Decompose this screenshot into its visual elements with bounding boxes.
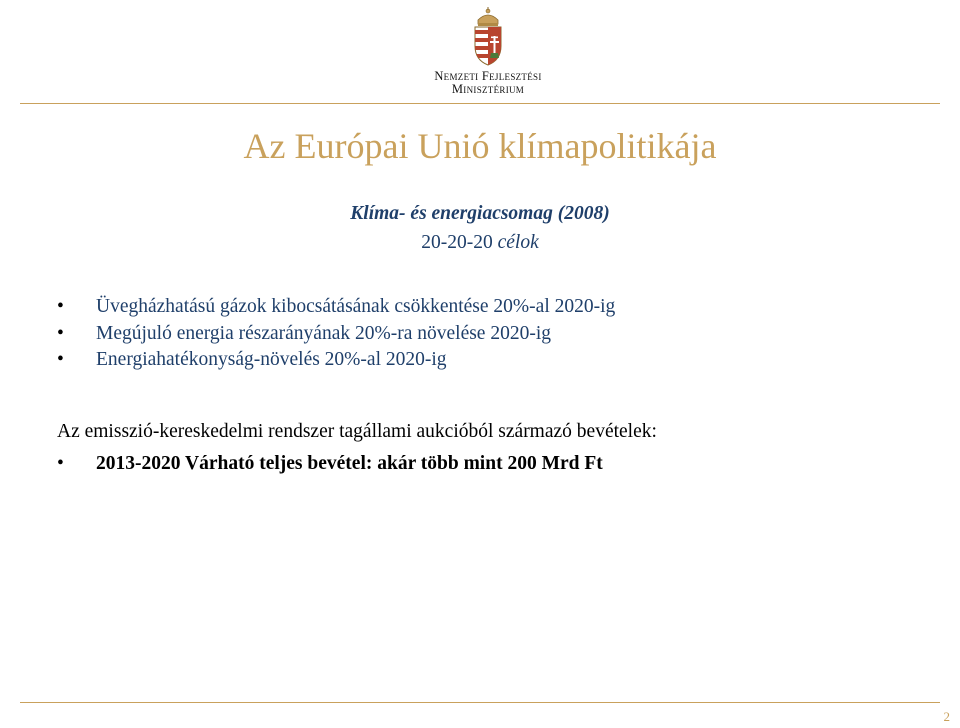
bullet-icon: • [57,296,64,317]
list-item [57,347,615,374]
list-item-text: Megújuló energia részarányának 20%-ra növelése 2020-ig [96,322,552,344]
subtitle-goals-prefix: 20-20-20 [421,232,498,253]
page-number: 2 [943,709,950,724]
ministry-logo [418,6,558,96]
header-divider [20,103,940,104]
expected-revenue-item [57,452,603,476]
subtitle-goals [0,231,960,255]
list-item [57,294,615,321]
expected-revenue-text: 2013-2020 Várható teljes bevétel: akár több mint 200 Mrd Ft [96,453,603,474]
list-item-text: Energiahatékonyság-növelés 20%-al 2020-ig [96,349,447,370]
bullet-icon: • [57,453,64,474]
slide-title: Az Európai Unió klímapolitikája [243,126,717,166]
subtitle-goals-italic: célok [497,232,539,253]
list-item-text: Üvegházhatású gázok kibocsátásának csökkentése 20%-al 2020-ig [96,296,616,317]
ets-revenue-paragraph: Az emisszió-kereskedelmi rendszer tagállami aukcióból származó bevételek: [57,421,657,442]
subtitle-package: Klíma- és energiacsomag (2008) [350,203,610,224]
logo-text-line2: Minisztérium [451,82,525,96]
goals-list [57,294,615,374]
logo-text-line1: Nemzeti Fejlesztési [434,69,542,83]
bullet-icon: • [57,322,64,344]
list-item [57,321,615,348]
footer-divider [20,702,940,703]
hungarian-coat-of-arms-icon [470,6,506,68]
bullet-icon: • [57,349,64,370]
